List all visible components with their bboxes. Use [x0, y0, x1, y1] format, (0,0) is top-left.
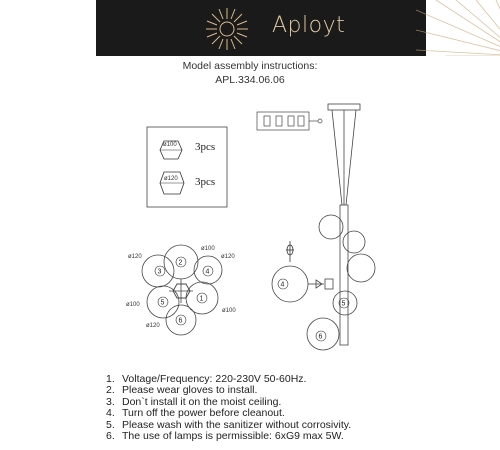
svg-text:5: 5: [160, 299, 165, 307]
brand-banner: [96, 0, 426, 56]
list-item: 4. Turn off the power before cleanout.: [106, 407, 285, 420]
svg-text:ø120: ø120: [221, 254, 235, 260]
svg-text:5: 5: [341, 300, 346, 308]
part-1-qty: 3pcs: [195, 141, 216, 153]
svg-text:3: 3: [157, 268, 162, 276]
model-number: APL.334.06.06: [215, 74, 285, 86]
list-item: 2. Please wear gloves to install.: [106, 384, 258, 397]
wiring-inset: [257, 112, 322, 130]
sun-logo-icon: [204, 6, 250, 52]
svg-text:2: 2: [178, 259, 183, 267]
svg-text:4: 4: [280, 281, 285, 289]
instruction-list: [106, 374, 351, 442]
svg-text:1: 1: [199, 295, 204, 303]
side-view: [272, 104, 375, 350]
assembly-drawing: [0, 88, 500, 373]
decorative-rays-icon: [416, 0, 500, 56]
svg-text:4: 4: [205, 268, 210, 276]
svg-text:ø120: ø120: [146, 323, 160, 329]
parts-box: [147, 127, 227, 207]
list-item: 5. Please wash with the sanitizer without corrosivity.: [106, 418, 352, 431]
svg-text:ø100: ø100: [126, 302, 140, 308]
svg-text:ø100: ø100: [222, 308, 236, 314]
list-item: 6. The use of lamps is permissible: 6xG9 max 5W.: [106, 430, 344, 443]
doc-title: Model assembly instructions:: [182, 60, 318, 72]
svg-text:6: 6: [318, 333, 323, 341]
svg-text:ø120: ø120: [128, 254, 142, 260]
bulb-icon: [286, 241, 294, 262]
list-item: 3. Don`t install it on the moist ceiling.: [106, 395, 282, 408]
svg-text:ø100: ø100: [201, 246, 215, 252]
svg-text:6: 6: [178, 317, 183, 325]
brand-name: Aployt: [272, 13, 346, 38]
part-1-size: ø100: [163, 142, 177, 148]
part-2-size: ø120: [164, 176, 178, 182]
list-item: 1. Voltage/Frequency: 220-230V 50-60Hz.: [106, 373, 307, 385]
part-2-qty: 3pcs: [195, 176, 216, 188]
side-numbers: [278, 279, 349, 341]
